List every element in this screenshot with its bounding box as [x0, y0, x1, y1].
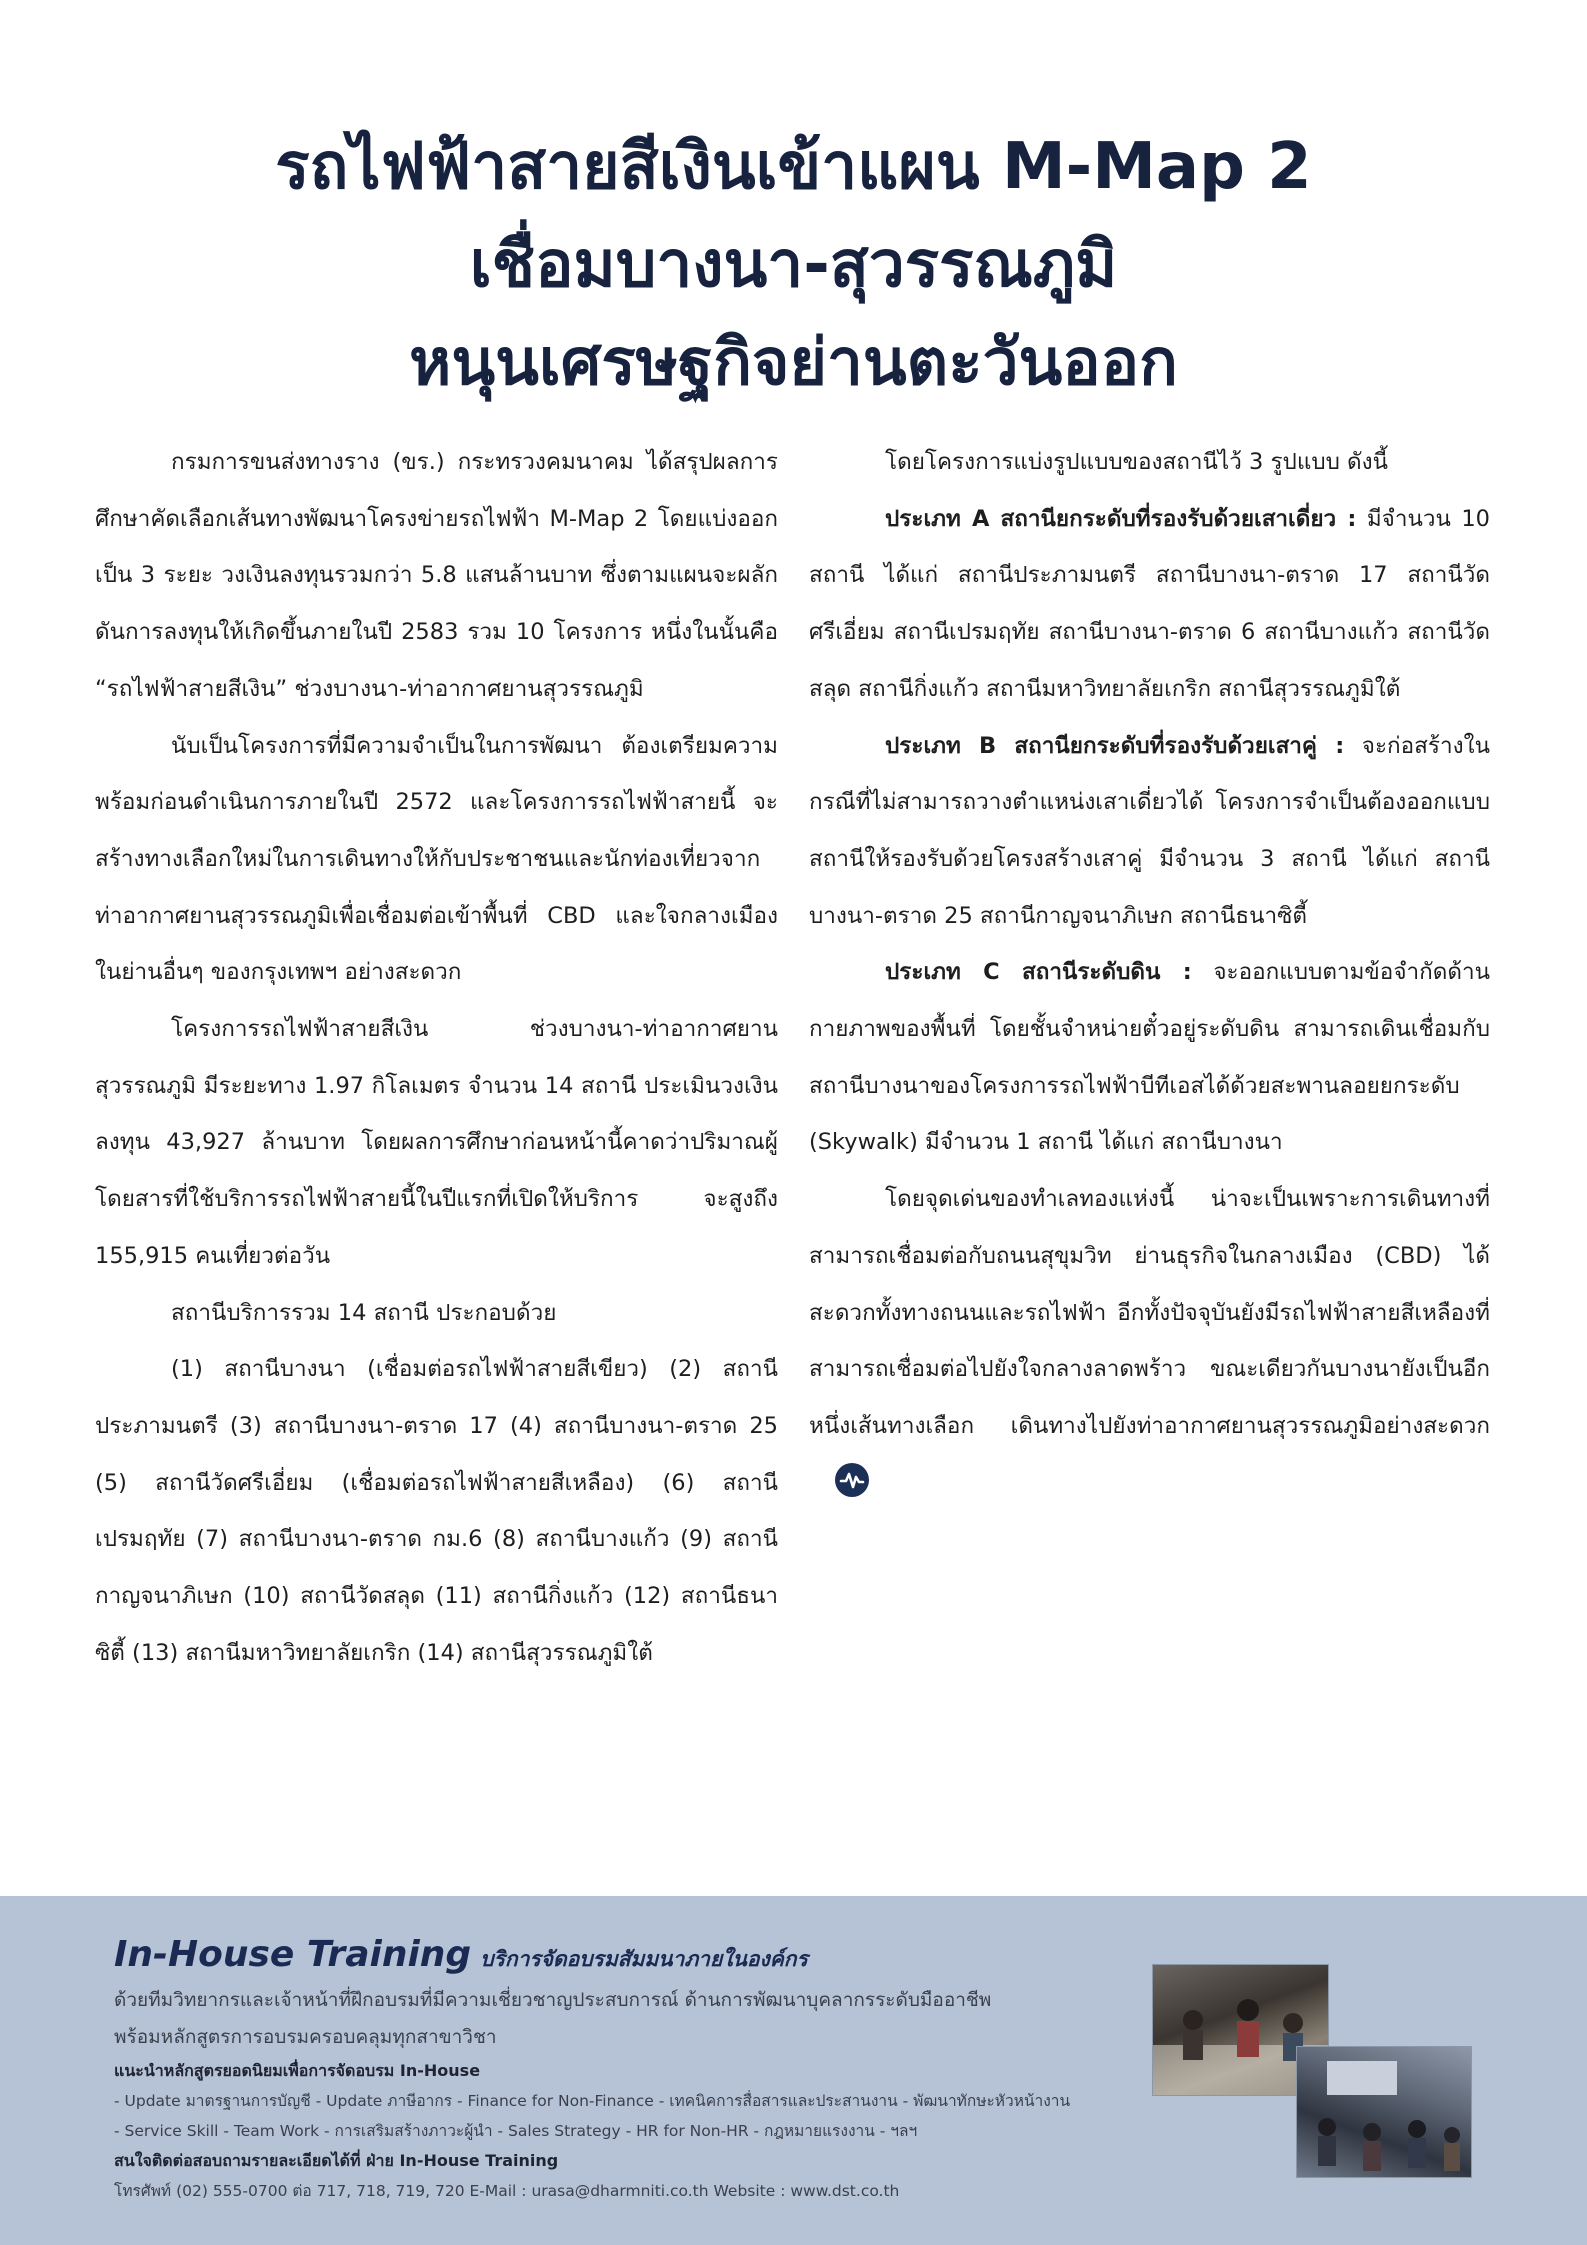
type-a-text: มีจำนวน 10 สถานี ได้แก่ สถานีประภามนตรี สถานีบางนา-ตราด 17 สถานีวัดศรีเอี่ยม สถานีเปรมฤทัย สถานีบางนา-ตราด 6 สถานีบางแก้ว สถานีวัดสลุด สถานีกิ่งแก้ว สถานีมหาวิทยาลัยเกริก สถานีสุวรรณภูมิใต้ [809, 505, 1490, 702]
type-c-paragraph [809, 944, 1490, 1171]
courses-heading: แนะนำหลักสูตรยอดนิยมเพื่อการจัดอบรม In-House [114, 2061, 481, 2080]
courses-line-2: - Service Skill - Team Work - การเสริมสร้างภาวะผู้นำ - Sales Strategy - HR for Non-HR - กฎหมายแรงงาน - ฯลฯ [114, 2122, 918, 2140]
left-paragraph-4: สถานีบริการรวม 14 สถานี ประกอบด้วย [171, 1299, 557, 1326]
right-paragraph-1: โดยโครงการแบ่งรูปแบบของสถานีไว้ 3 รูปแบบ ดังนี้ [885, 449, 1389, 475]
type-b-paragraph [809, 718, 1490, 945]
type-a-paragraph [809, 491, 1490, 718]
type-c-text: จะออกแบบตามข้อจำกัดด้านกายภาพของพื้นที่ โดยชั้นจำหน่ายตั๋วอยู่ระดับดิน สามารถเดินเชื่อมกับสถานีบางนาของโครงการรถไฟฟ้าบีทีเอสได้ด้วยสะพานลอยยกระดับ (Skywalk) มีจำนวน 1 สถานี ได้แก่ สถานีบางนา [809, 959, 1490, 1156]
courses-line-1: - Update มาตรฐานการบัญชี - Update ภาษีอากร - Finance for Non-Finance - เทคนิคการสื่อสารและประสานงาน - พัฒนาทักษะหัวหน้างาน [114, 2092, 1071, 2110]
training-seminar-photo [1296, 2046, 1472, 2178]
magazine-end-mark-icon [835, 1463, 869, 1497]
footer-brand-subtitle: บริการจัดอบรมสัมมนาภายในองค์กร [480, 1947, 808, 1971]
footer-brand: In-House Training [114, 1934, 472, 1975]
left-column [95, 434, 778, 1681]
type-b-heading: ประเภท B สถานียกระดับที่รองรับด้วยเสาคู่ : [885, 732, 1345, 759]
title-line-2: เชื่อมบางนา-สุวรรณภูมิ [469, 228, 1118, 302]
type-a-heading: ประเภท A สถานียกระดับที่รองรับด้วยเสาเดี่ยว : [885, 505, 1357, 532]
left-paragraph-1: กรมการขนส่งทางราง (ขร.) กระทรวงคมนาคม ได้สรุปผลการศึกษาคัดเลือกเส้นทางพัฒนาโครงข่ายรถไฟฟ้า M-Map 2 โดยแบ่งออกเป็น 3 ระยะ วงเงินลงทุนรวมกว่า 5.8 แสนล้านบาท ซึ่งตามแผนจะผลักดันการลงทุนให้เกิดขึ้นภายในปี 2583 รวม 10 โครงการ หนึ่งในนั้นคือ “รถไฟฟ้าสายสีเงิน” ช่วงบางนา-ท่าอากาศยานสุวรรณภูมิ [95, 449, 778, 702]
type-c-heading: ประเภท C สถานีระดับดิน : [885, 959, 1192, 986]
contact-heading: สนใจติดต่อสอบถามรายละเอียดได้ที่ ฝ่าย In-House Training [114, 2151, 559, 2170]
closing-paragraph [809, 1171, 1490, 1511]
footer-heading [114, 1934, 808, 1976]
contact-details: โทรศัพท์ (02) 555-0700 ต่อ 717, 718, 719, 720 E-Mail : urasa@dharmniti.co.th Website : www.dst.co.th [114, 2182, 900, 2200]
footer-body [114, 1982, 1154, 2206]
footer-description-2: พร้อมหลักสูตรการอบรมครอบคลุมทุกสาขาวิชา [114, 2026, 497, 2048]
left-paragraph-2: นับเป็นโครงการที่มีความจำเป็นในการพัฒนา ต้องเตรียมความพร้อมก่อนดำเนินการภายในปี 2572 และโครงการรถไฟฟ้าสายนี้ จะสร้างทางเลือกใหม่ในการเดินทางให้กับประชาชนและนักท่องเที่ยวจากท่าอากาศยานสุวรรณภูมิเพื่อเชื่อมต่อเข้าพื้นที่ CBD และใจกลางเมืองในย่านอื่นๆ ของกรุงเทพฯ อย่างสะดวก [95, 732, 778, 986]
footer-ad-banner [0, 1896, 1587, 2245]
type-b-text: จะก่อสร้างในกรณีที่ไม่สามารถวางตำแหน่งเสาเดี่ยวได้ โครงการจำเป็นต้องออกแบบสถานีให้รองรับด้วยโครงสร้างเสาคู่ มีจำนวน 3 สถานี ได้แก่ สถานีบางนา-ตราด 25 สถานีกาญจนาภิเษก สถานีธนาซิตี้ [809, 732, 1490, 929]
closing-text: โดยจุดเด่นของทำเลทองแห่งนี้ น่าจะเป็นเพราะการเดินทางที่สามารถเชื่อมต่อกับถนนสุขุมวิท ย่านธุรกิจในกลางเมือง (CBD) ได้สะดวกทั้งทางถนนและรถไฟฟ้า อีกทั้งปัจจุบันยังมีรถไฟฟ้าสายสีเหลืองที่สามารถเชื่อมต่อไปยังใจกลางลาดพร้าว ขณะเดียวกันบางนายังเป็นอีกหนึ่งเส้นทางเลือก เดินทางไปยังท่าอากาศยานสุวรรณภูมิอย่างสะดวก [809, 1186, 1490, 1439]
station-list-paragraph: (1) สถานีบางนา (เชื่อมต่อรถไฟฟ้าสายสีเขียว) (2) สถานีประภามนตรี (3) สถานีบางนา-ตราด 17 (4) สถานีบางนา-ตราด 25 (5) สถานีวัดศรีเอี่ยม (เชื่อมต่อรถไฟฟ้าสายสีเหลือง) (6) สถานีเปรมฤทัย (7) สถานีบางนา-ตราด กม.6 (8) สถานีบางแก้ว (9) สถานีกาญจนาภิเษก (10) สถานีวัดสลุด (11) สถานีกิ่งแก้ว (12) สถานีธนาซิตี้ (13) สถานีมหาวิทยาลัยเกริก (14) สถานีสุวรรณภูมิใต้ [95, 1356, 778, 1666]
left-paragraph-3: โครงการรถไฟฟ้าสายสีเงิน ช่วงบางนา-ท่าอากาศยานสุวรรณภูมิ มีระยะทาง 1.97 กิโลเมตร จำนวน 14 สถานี ประเมินวงเงินลงทุน 43,927 ล้านบาท โดยผลการศึกษาก่อนหน้านี้คาดว่าปริมาณผู้โดยสารที่ใช้บริการรถไฟฟ้าสายนี้ในปีแรกที่เปิดให้บริการ จะสูงถึง 155,915 คนเที่ยวต่อวัน [95, 1016, 778, 1269]
article-title [0, 118, 1587, 412]
footer-description-1: ด้วยทีมวิทยากรและเจ้าหน้าที่ฝึกอบรมที่มีความเชี่ยวชาญประสบการณ์ ด้านการพัฒนาบุคลากรระดับมืออาชีพ [114, 1989, 992, 2011]
right-column [809, 434, 1490, 1511]
title-line-3: หนุนเศรษฐกิจย่านตะวันออก [409, 326, 1178, 400]
title-line-1: รถไฟฟ้าสายสีเงินเข้าแผน M-Map 2 [275, 130, 1312, 204]
